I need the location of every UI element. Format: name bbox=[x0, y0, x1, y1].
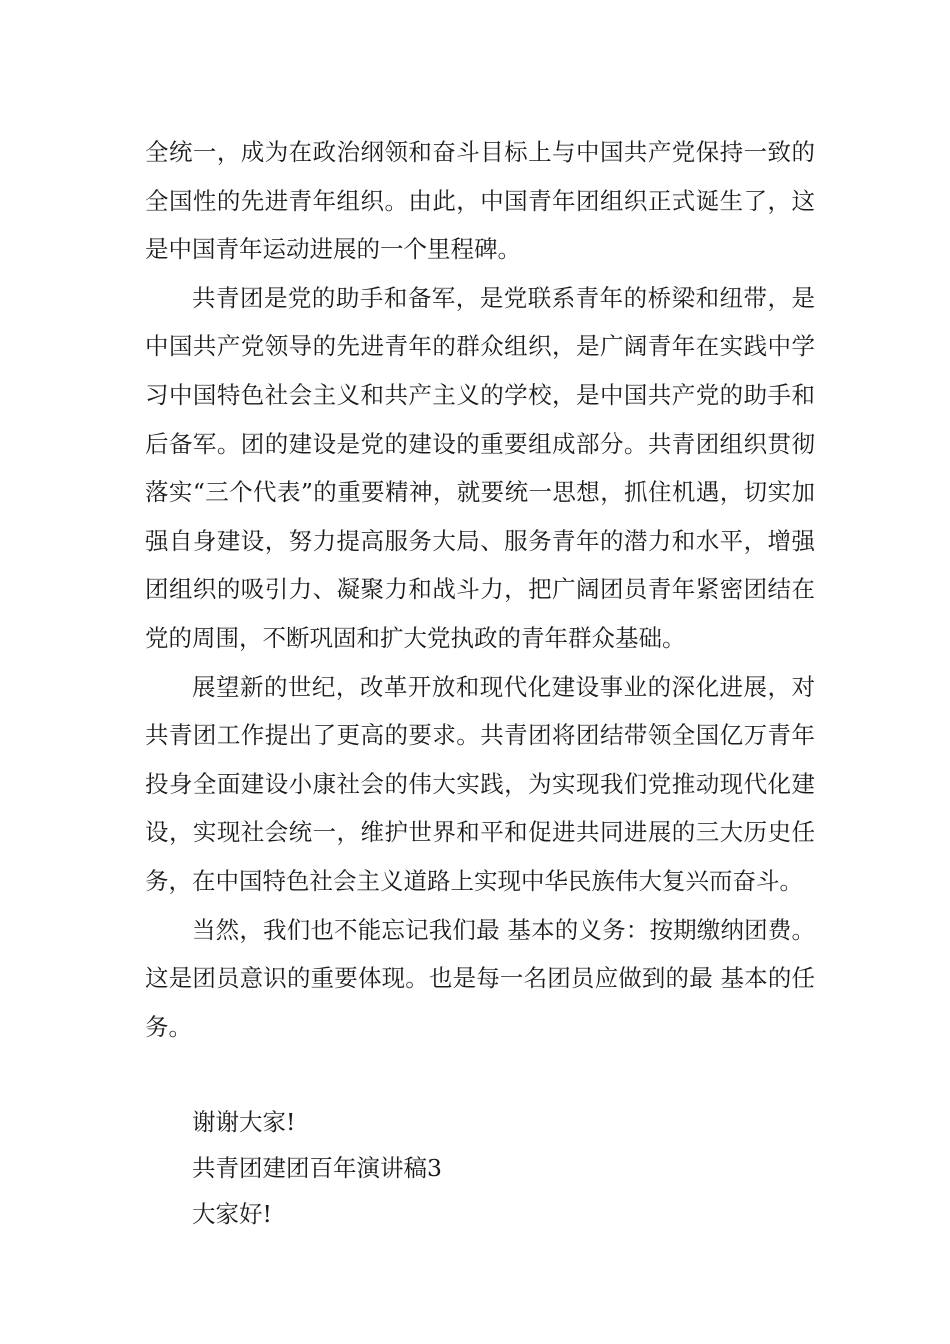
next-speech-title: 共青团建团百年演讲稿3 bbox=[192, 1154, 442, 1183]
closing-line: 谢谢大家! bbox=[192, 1108, 296, 1137]
paragraph-3: 展望新的世纪，改革开放和现代化建设事业的深化进展，对共青团工作提出了更高的要求。共青团将团结带领全国亿万青年投身全面建设小康社会的伟大实践，为实现我们党推动现代化建设，实现社会统一，维护世界和平和促进共同进展的三大历史任务，在中国特色社会主义道路上实现中华民族伟大复兴而奋斗。 bbox=[145, 672, 815, 895]
document-body bbox=[145, 128, 815, 1237]
greeting-line: 大家好! bbox=[192, 1200, 272, 1229]
paragraph-1: 全统一，成为在政治纲领和奋斗目标上与中国共产党保持一致的全国性的先进青年组织。由此，中国青年团组织正式诞生了，这是中国青年运动进展的一个里程碑。 bbox=[145, 138, 815, 264]
blank-line bbox=[145, 1051, 815, 1099]
paragraph-2: 共青团是党的助手和备军，是党联系青年的桥梁和纽带，是中国共产党领导的先进青年的群众组织，是广阔青年在实践中学习中国特色社会主义和共产主义的学校，是中国共产党的助手和后备军。团的建设是党的建设的重要组成部分。共青团组织贯彻落实“三个代表”的重要精神，就要统一思想，抓住机遇，切实加强自身建设，努力提高服务大局、服务青年的潜力和水平，增强团组织的吸引力、凝聚力和战斗力，把广阔团员青年紧密团结在党的周围，不断巩固和扩大党执政的青年群众基础。 bbox=[145, 283, 815, 652]
paragraph-4: 当然，我们也不能忘记我们最 基本的义务：按期缴纳团费。这是团员意识的重要体现。也是每一名团员应做到的最 基本的任务。 bbox=[145, 915, 815, 1041]
